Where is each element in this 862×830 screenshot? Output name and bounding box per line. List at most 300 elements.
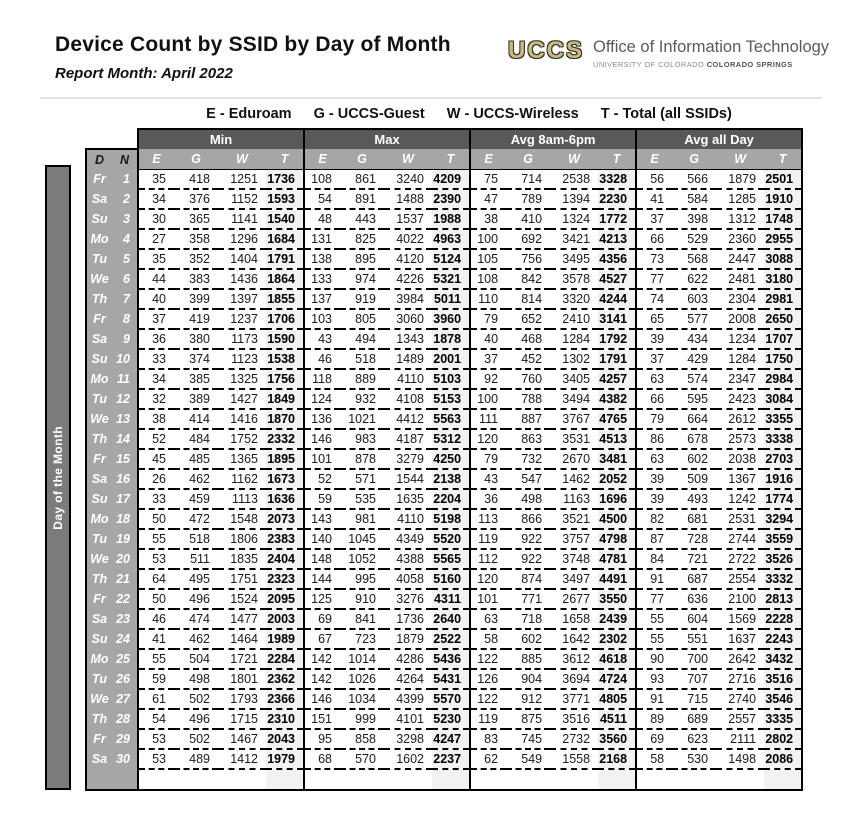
- cell-min-e: 34: [138, 189, 174, 209]
- cell-avgday-w: 1284: [716, 349, 764, 369]
- cell-avg8-e: 62: [470, 749, 506, 769]
- table-row: [86, 449, 802, 469]
- cell-max-g: 910: [340, 589, 384, 609]
- cell-max-t: 2204: [432, 489, 470, 509]
- cell-max-g: 889: [340, 369, 384, 389]
- cell-avgday-g: 509: [672, 469, 716, 489]
- cell-avg8-w: 3531: [550, 429, 598, 449]
- logo-campus: COLORADO SPRINGS: [706, 60, 793, 69]
- cell-avgday-e: 37: [636, 209, 672, 229]
- empty-cell: [550, 769, 598, 790]
- cell-avg8-w: 2670: [550, 449, 598, 469]
- cell-avg8-t: 4213: [598, 229, 636, 249]
- cell-max-w: 4058: [384, 569, 432, 589]
- cell-max-g: 825: [340, 229, 384, 249]
- cell-avgday-e: 74: [636, 289, 672, 309]
- cell-avgday-t: 3355: [764, 409, 802, 429]
- cell-avg8-g: 922: [506, 529, 550, 549]
- header-divider: [40, 97, 822, 99]
- cell-avgday-g: 551: [672, 629, 716, 649]
- day-abbrev: Mo: [86, 369, 112, 389]
- day-number: 28: [112, 709, 138, 729]
- cell-avgday-t: 2086: [764, 749, 802, 769]
- col-header-avgday-t: T: [764, 149, 802, 169]
- day-number: 2: [112, 189, 138, 209]
- cell-max-t: 2001: [432, 349, 470, 369]
- day-number: 17: [112, 489, 138, 509]
- cell-min-g: 462: [174, 629, 218, 649]
- cell-avg8-w: 3757: [550, 529, 598, 549]
- cell-avg8-t: 2439: [598, 609, 636, 629]
- cell-min-w: 1141: [218, 209, 266, 229]
- cell-avg8-g: 756: [506, 249, 550, 269]
- table-row: [86, 329, 802, 349]
- cell-avgday-t: 2650: [764, 309, 802, 329]
- cell-avg8-t: 4724: [598, 669, 636, 689]
- cell-avgday-e: 39: [636, 329, 672, 349]
- cell-min-g: 365: [174, 209, 218, 229]
- cell-avg8-g: 549: [506, 749, 550, 769]
- ssid-header-row: [86, 149, 802, 169]
- cell-min-e: 50: [138, 589, 174, 609]
- cell-max-e: 103: [304, 309, 340, 329]
- cell-max-w: 3279: [384, 449, 432, 469]
- cell-avgday-w: 2612: [716, 409, 764, 429]
- cell-min-t: 2362: [266, 669, 304, 689]
- cell-avg8-g: 602: [506, 629, 550, 649]
- day-abbrev: Su: [86, 349, 112, 369]
- cell-max-w: 4022: [384, 229, 432, 249]
- day-number: 5: [112, 249, 138, 269]
- cell-max-e: 43: [304, 329, 340, 349]
- cell-avgday-e: 55: [636, 629, 672, 649]
- group-header-avg-8am-6pm: Avg 8am-6pm: [470, 129, 636, 149]
- cell-avg8-t: 4382: [598, 389, 636, 409]
- cell-avgday-g: 622: [672, 269, 716, 289]
- cell-min-t: 2003: [266, 609, 304, 629]
- cell-min-t: 1989: [266, 629, 304, 649]
- cell-max-e: 67: [304, 629, 340, 649]
- cell-avgday-g: 595: [672, 389, 716, 409]
- col-header-max-g: G: [340, 149, 384, 169]
- cell-max-e: 118: [304, 369, 340, 389]
- cell-max-t: 4311: [432, 589, 470, 609]
- cell-max-t: 2522: [432, 629, 470, 649]
- cell-max-w: 4101: [384, 709, 432, 729]
- cell-min-g: 496: [174, 589, 218, 609]
- cell-avgday-t: 1910: [764, 189, 802, 209]
- group-header-avg-all-day: Avg all Day: [636, 129, 802, 149]
- day-abbrev: Fr: [86, 729, 112, 749]
- cell-min-e: 61: [138, 689, 174, 709]
- cell-max-w: 1635: [384, 489, 432, 509]
- table-row: [86, 409, 802, 429]
- cell-avgday-e: 63: [636, 449, 672, 469]
- cell-avgday-e: 90: [636, 649, 672, 669]
- table-row: [86, 609, 802, 629]
- empty-bottom-row: [86, 769, 802, 790]
- cell-avg8-w: 3612: [550, 649, 598, 669]
- cell-min-g: 484: [174, 429, 218, 449]
- cell-max-g: 494: [340, 329, 384, 349]
- cell-max-t: 3960: [432, 309, 470, 329]
- cell-avgday-t: 3432: [764, 649, 802, 669]
- cell-max-e: 108: [304, 169, 340, 189]
- cell-avgday-g: 715: [672, 689, 716, 709]
- table-row: [86, 189, 802, 209]
- col-header-min-t: T: [266, 149, 304, 169]
- cell-max-e: 133: [304, 269, 340, 289]
- cell-min-g: 496: [174, 709, 218, 729]
- cell-min-g: 518: [174, 529, 218, 549]
- day-abbrev: Fr: [86, 589, 112, 609]
- cell-avg8-t: 4805: [598, 689, 636, 709]
- table-row: [86, 429, 802, 449]
- cell-avg8-w: 1558: [550, 749, 598, 769]
- day-number: 6: [112, 269, 138, 289]
- cell-avg8-g: 745: [506, 729, 550, 749]
- day-abbrev: Fr: [86, 169, 112, 189]
- cell-avg8-g: 692: [506, 229, 550, 249]
- col-header-avg8-g: G: [506, 149, 550, 169]
- cell-min-g: 352: [174, 249, 218, 269]
- day-number: 8: [112, 309, 138, 329]
- title-block: [55, 33, 451, 82]
- cell-max-g: 891: [340, 189, 384, 209]
- cell-avgday-e: 82: [636, 509, 672, 529]
- logo-department: Office of Information Technology: [593, 38, 830, 56]
- day-number: 4: [112, 229, 138, 249]
- cell-avg8-t: 3481: [598, 449, 636, 469]
- empty-cell: [636, 769, 672, 790]
- cell-avgday-t: 1750: [764, 349, 802, 369]
- cell-min-e: 64: [138, 569, 174, 589]
- col-header-avg8-w: W: [550, 149, 598, 169]
- cell-min-e: 41: [138, 629, 174, 649]
- cell-avgday-e: 87: [636, 529, 672, 549]
- empty-num-cell: [112, 769, 138, 790]
- cell-min-g: 380: [174, 329, 218, 349]
- empty-cell: [340, 769, 384, 790]
- day-number: 3: [112, 209, 138, 229]
- cell-avg8-g: 887: [506, 409, 550, 429]
- cell-avg8-e: 38: [470, 209, 506, 229]
- cell-min-e: 32: [138, 389, 174, 409]
- cell-avg8-w: 2410: [550, 309, 598, 329]
- cell-min-e: 45: [138, 449, 174, 469]
- cell-min-t: 2310: [266, 709, 304, 729]
- cell-min-e: 40: [138, 289, 174, 309]
- corner-spacer: [86, 129, 138, 149]
- day-abbrev: We: [86, 269, 112, 289]
- cell-avg8-g: 771: [506, 589, 550, 609]
- table-row: [86, 249, 802, 269]
- cell-max-t: 5431: [432, 669, 470, 689]
- cell-avg8-w: 3421: [550, 229, 598, 249]
- cell-avgday-t: 2243: [764, 629, 802, 649]
- day-abbrev: Mo: [86, 229, 112, 249]
- cell-min-g: 459: [174, 489, 218, 509]
- cell-min-t: 2043: [266, 729, 304, 749]
- logo-university-line: [593, 60, 829, 69]
- col-header-avgday-g: G: [672, 149, 716, 169]
- table-row: [86, 309, 802, 329]
- day-abbrev: Sa: [86, 329, 112, 349]
- cell-min-e: 55: [138, 649, 174, 669]
- cell-avg8-t: 4356: [598, 249, 636, 269]
- cell-avgday-w: 2008: [716, 309, 764, 329]
- table-row: [86, 469, 802, 489]
- cell-avg8-t: 1772: [598, 209, 636, 229]
- cell-max-e: 137: [304, 289, 340, 309]
- cell-avg8-g: 875: [506, 709, 550, 729]
- cell-max-g: 1026: [340, 669, 384, 689]
- table-row: [86, 289, 802, 309]
- cell-min-w: 1806: [218, 529, 266, 549]
- cell-avg8-e: 122: [470, 649, 506, 669]
- day-number: 10: [112, 349, 138, 369]
- cell-avgday-g: 689: [672, 709, 716, 729]
- cell-max-g: 535: [340, 489, 384, 509]
- cell-min-t: 1636: [266, 489, 304, 509]
- table-row: [86, 229, 802, 249]
- cell-avgday-e: 86: [636, 429, 672, 449]
- cell-avg8-w: 3748: [550, 549, 598, 569]
- day-number: 7: [112, 289, 138, 309]
- col-header-avgday-w: W: [716, 149, 764, 169]
- day-abbrev: Sa: [86, 469, 112, 489]
- cell-avgday-w: 2722: [716, 549, 764, 569]
- cell-min-e: 30: [138, 209, 174, 229]
- cell-max-g: 1045: [340, 529, 384, 549]
- cell-min-t: 1673: [266, 469, 304, 489]
- cell-avgday-e: 89: [636, 709, 672, 729]
- cell-avg8-g: 452: [506, 349, 550, 369]
- cell-avg8-g: 714: [506, 169, 550, 189]
- cell-avgday-w: 2347: [716, 369, 764, 389]
- cell-max-w: 4110: [384, 509, 432, 529]
- cell-max-e: 52: [304, 469, 340, 489]
- cell-avgday-e: 37: [636, 349, 672, 369]
- cell-min-g: 474: [174, 609, 218, 629]
- cell-min-w: 1325: [218, 369, 266, 389]
- cell-min-g: 419: [174, 309, 218, 329]
- cell-avgday-w: 2740: [716, 689, 764, 709]
- cell-max-t: 1988: [432, 209, 470, 229]
- cell-min-t: 1540: [266, 209, 304, 229]
- cell-avgday-w: 2557: [716, 709, 764, 729]
- cell-avgday-g: 603: [672, 289, 716, 309]
- day-abbrev: Sa: [86, 749, 112, 769]
- cell-min-g: 462: [174, 469, 218, 489]
- cell-avgday-w: 2111: [716, 729, 764, 749]
- cell-avg8-t: 4798: [598, 529, 636, 549]
- legend-item-total: T - Total (all SSIDs): [600, 106, 732, 122]
- cell-avgday-w: 2360: [716, 229, 764, 249]
- cell-avg8-g: 874: [506, 569, 550, 589]
- cell-avgday-e: 93: [636, 669, 672, 689]
- day-abbrev: We: [86, 409, 112, 429]
- cell-min-w: 1404: [218, 249, 266, 269]
- empty-cell: [470, 769, 506, 790]
- cell-avg8-g: 788: [506, 389, 550, 409]
- cell-avgday-t: 2228: [764, 609, 802, 629]
- cell-avg8-g: 922: [506, 549, 550, 569]
- cell-max-g: 805: [340, 309, 384, 329]
- cell-avg8-t: 4244: [598, 289, 636, 309]
- device-count-table: [85, 128, 803, 791]
- cell-max-g: 895: [340, 249, 384, 269]
- cell-avg8-t: 4500: [598, 509, 636, 529]
- cell-avg8-w: 3578: [550, 269, 598, 289]
- cell-min-t: 1684: [266, 229, 304, 249]
- cell-avg8-g: 814: [506, 289, 550, 309]
- cell-min-w: 1113: [218, 489, 266, 509]
- cell-avgday-g: 398: [672, 209, 716, 229]
- group-header-row: [86, 129, 802, 149]
- day-abbrev: Mo: [86, 509, 112, 529]
- cell-max-e: 131: [304, 229, 340, 249]
- cell-min-g: 489: [174, 749, 218, 769]
- cell-max-w: 4264: [384, 669, 432, 689]
- cell-min-e: 53: [138, 549, 174, 569]
- day-abbrev: Th: [86, 709, 112, 729]
- cell-min-w: 1237: [218, 309, 266, 329]
- cell-avgday-g: 493: [672, 489, 716, 509]
- cell-avg8-w: 3767: [550, 409, 598, 429]
- day-abbrev: Th: [86, 569, 112, 589]
- cell-max-t: 1878: [432, 329, 470, 349]
- cell-max-g: 518: [340, 349, 384, 369]
- cell-max-t: 5124: [432, 249, 470, 269]
- table-row: [86, 689, 802, 709]
- cell-avgday-t: 1707: [764, 329, 802, 349]
- cell-max-w: 4226: [384, 269, 432, 289]
- cell-avgday-g: 707: [672, 669, 716, 689]
- day-abbrev: Fr: [86, 449, 112, 469]
- cell-max-e: 144: [304, 569, 340, 589]
- cell-max-g: 1014: [340, 649, 384, 669]
- cell-max-g: 919: [340, 289, 384, 309]
- cell-max-t: 4247: [432, 729, 470, 749]
- day-number: 9: [112, 329, 138, 349]
- cell-min-g: 358: [174, 229, 218, 249]
- cell-max-g: 861: [340, 169, 384, 189]
- cell-avgday-w: 1242: [716, 489, 764, 509]
- day-abbrev: Tu: [86, 669, 112, 689]
- cell-min-t: 1590: [266, 329, 304, 349]
- cell-max-t: 2640: [432, 609, 470, 629]
- cell-avg8-t: 2302: [598, 629, 636, 649]
- day-number: 26: [112, 669, 138, 689]
- cell-min-e: 44: [138, 269, 174, 289]
- cell-avg8-g: 912: [506, 689, 550, 709]
- cell-avg8-w: 2677: [550, 589, 598, 609]
- cell-avgday-g: 529: [672, 229, 716, 249]
- day-abbrev: Sa: [86, 189, 112, 209]
- cell-avgday-g: 434: [672, 329, 716, 349]
- day-number: 1: [112, 169, 138, 189]
- cell-avgday-t: 2703: [764, 449, 802, 469]
- cell-min-w: 1721: [218, 649, 266, 669]
- cell-min-e: 46: [138, 609, 174, 629]
- cell-avgday-g: 566: [672, 169, 716, 189]
- cell-min-g: 498: [174, 669, 218, 689]
- cell-avg8-w: 3771: [550, 689, 598, 709]
- cell-max-w: 4286: [384, 649, 432, 669]
- cell-avg8-e: 113: [470, 509, 506, 529]
- cell-avgday-w: 2716: [716, 669, 764, 689]
- day-abbrev: Tu: [86, 529, 112, 549]
- cell-avg8-t: 3560: [598, 729, 636, 749]
- cell-max-e: 146: [304, 689, 340, 709]
- cell-min-t: 1538: [266, 349, 304, 369]
- empty-cell: [384, 769, 432, 790]
- cell-min-t: 1593: [266, 189, 304, 209]
- cell-min-w: 1365: [218, 449, 266, 469]
- cell-avg8-e: 122: [470, 689, 506, 709]
- page-title: Device Count by SSID by Day of Month: [55, 33, 451, 56]
- day-number: 12: [112, 389, 138, 409]
- cell-avgday-t: 2984: [764, 369, 802, 389]
- day-abbrev: Fr: [86, 309, 112, 329]
- cell-avgday-t: 2802: [764, 729, 802, 749]
- cell-max-w: 4388: [384, 549, 432, 569]
- uccs-logo-text: [593, 38, 829, 69]
- cell-avg8-e: 120: [470, 569, 506, 589]
- cell-max-g: 571: [340, 469, 384, 489]
- cell-avgday-t: 3559: [764, 529, 802, 549]
- cell-avgday-g: 584: [672, 189, 716, 209]
- cell-avg8-w: 2538: [550, 169, 598, 189]
- cell-max-t: 5570: [432, 689, 470, 709]
- empty-cell: [174, 769, 218, 790]
- day-number: 25: [112, 649, 138, 669]
- cell-max-e: 148: [304, 549, 340, 569]
- cell-max-t: 2237: [432, 749, 470, 769]
- col-header-day: D: [86, 149, 112, 169]
- cell-avg8-t: 4527: [598, 269, 636, 289]
- uccs-logo: [508, 38, 829, 69]
- empty-cell: [506, 769, 550, 790]
- cell-avg8-t: 4781: [598, 549, 636, 569]
- cell-min-t: 2404: [266, 549, 304, 569]
- cell-max-g: 983: [340, 429, 384, 449]
- cell-avg8-t: 1791: [598, 349, 636, 369]
- cell-min-g: 376: [174, 189, 218, 209]
- cell-avg8-t: 2230: [598, 189, 636, 209]
- col-header-max-e: E: [304, 149, 340, 169]
- cell-min-t: 2366: [266, 689, 304, 709]
- cell-avg8-t: 1792: [598, 329, 636, 349]
- cell-max-g: 999: [340, 709, 384, 729]
- cell-min-t: 2323: [266, 569, 304, 589]
- cell-max-t: 5321: [432, 269, 470, 289]
- cell-avgday-w: 2642: [716, 649, 764, 669]
- cell-min-e: 59: [138, 669, 174, 689]
- col-header-min-w: W: [218, 149, 266, 169]
- cell-avg8-w: 1642: [550, 629, 598, 649]
- empty-cell: [672, 769, 716, 790]
- legend-item-guest: G - UCCS-Guest: [313, 106, 425, 122]
- cell-max-w: 4110: [384, 369, 432, 389]
- cell-avgday-w: 1569: [716, 609, 764, 629]
- cell-max-t: 4209: [432, 169, 470, 189]
- cell-avg8-e: 112: [470, 549, 506, 569]
- cell-avgday-t: 2981: [764, 289, 802, 309]
- table-row: [86, 489, 802, 509]
- cell-avgday-e: 66: [636, 229, 672, 249]
